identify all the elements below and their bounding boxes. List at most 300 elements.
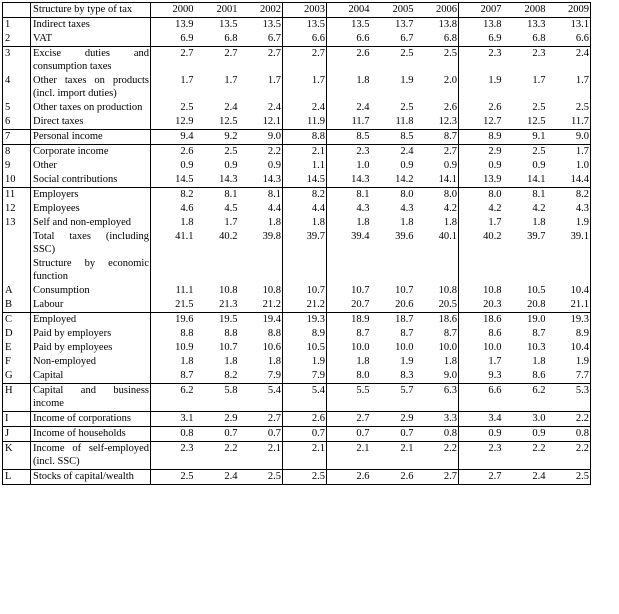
value-cell: 2.7 — [239, 412, 283, 427]
year-header-cell: 2007 — [459, 3, 503, 18]
value-cell: 18.6 — [459, 313, 503, 328]
value-cell: 2.4 — [371, 145, 415, 160]
value-cell: 41.1 — [151, 230, 195, 257]
row-number-cell: L — [3, 470, 31, 485]
value-cell: 8.8 — [151, 327, 195, 341]
value-cell: 6.7 — [267, 33, 281, 44]
value-cell: 39.1 — [570, 231, 589, 242]
value-cell: 8.9 — [575, 328, 589, 339]
value-cell: 6.2 — [151, 384, 195, 412]
row-label-cell: Corporate income — [31, 145, 151, 160]
value-cell: 8.2 — [224, 370, 238, 381]
value-cell: 2.6 — [327, 47, 371, 75]
value-cell: 2.7 — [415, 470, 459, 485]
value-cell: 14.1 — [438, 174, 457, 185]
value-cell: 2.5 — [503, 145, 547, 160]
value-cell: 6.6 — [327, 32, 371, 47]
value-cell: 19.4 — [239, 313, 283, 328]
table-row — [3, 257, 591, 284]
row-label-cell: Employed — [31, 313, 151, 328]
value-cell: 2.7 — [283, 47, 327, 75]
table-row — [3, 427, 591, 442]
row-number-cell: G — [5, 370, 13, 381]
row-number-cell: 7 — [3, 130, 31, 145]
table-row — [3, 202, 591, 216]
value-cell: 2.7 — [327, 412, 371, 427]
table-header-corner — [3, 3, 31, 18]
value-cell: 2.1 — [283, 442, 327, 470]
row-number-cell: 2 — [5, 33, 11, 44]
year-header-cell: 2008 — [503, 3, 547, 18]
value-cell: 2.4 — [327, 101, 371, 115]
row-label-cell: Capital and business income — [31, 384, 151, 412]
row-label-cell: Stocks of capital/wealth — [31, 470, 151, 485]
value-cell: 20.8 — [527, 299, 546, 310]
row-label-cell: VAT — [31, 32, 151, 47]
value-cell: 11.7 — [327, 115, 371, 130]
value-cell: 39.7 — [283, 230, 327, 257]
value-cell: 8.8 — [267, 328, 281, 339]
value-cell: 8.6 — [532, 370, 546, 381]
value-cell: 8.8 — [283, 130, 327, 145]
value-cell: 1.8 — [327, 74, 371, 101]
value-cell: 0.9 — [503, 427, 547, 442]
row-label-cell: Other — [31, 159, 151, 173]
value-cell: 2.6 — [459, 101, 503, 115]
row-label-cell: Structure by economic function — [31, 257, 151, 284]
row-label-cell: Labour — [31, 298, 151, 313]
value-cell: 0.8 — [415, 427, 459, 442]
row-number-cell: E — [5, 342, 12, 353]
table-body — [3, 18, 591, 485]
value-cell: 13.5 — [283, 18, 327, 33]
table-row — [3, 313, 591, 328]
value-cell: 20.5 — [438, 299, 457, 310]
value-cell: 5.5 — [327, 384, 371, 412]
value-cell: 13.3 — [527, 19, 546, 30]
value-cell: 6.3 — [415, 384, 459, 412]
table-row — [3, 74, 591, 101]
row-number-cell — [3, 230, 31, 257]
value-cell: 13.7 — [395, 19, 414, 30]
table-row — [3, 327, 591, 341]
value-cell: 2.7 — [239, 47, 283, 75]
value-cell: 2.2 — [239, 145, 283, 160]
value-cell: 10.4 — [570, 285, 589, 296]
row-number-cell: 1 — [5, 19, 11, 30]
row-label-cell: Income of self-employed (incl. SSC) — [31, 442, 151, 470]
value-cell: 13.9 — [151, 18, 195, 33]
value-cell: 19.3 — [283, 313, 327, 328]
value-cell: 0.7 — [327, 427, 371, 442]
row-label-cell: Direct taxes — [31, 115, 151, 130]
value-cell: 1.7 — [267, 75, 281, 86]
row-number-cell: F — [5, 356, 11, 367]
value-cell: 1.8 — [327, 216, 371, 230]
value-cell: 9.1 — [503, 130, 547, 145]
table-row — [3, 173, 591, 188]
value-cell: 2.5 — [415, 47, 459, 75]
value-cell: 1.8 — [532, 356, 546, 367]
value-cell: 8.7 — [415, 130, 459, 145]
value-cell: 0.7 — [371, 427, 415, 442]
value-cell: 1.9 — [400, 75, 414, 86]
table-row — [3, 284, 591, 298]
value-cell: 4.3 — [400, 203, 414, 214]
value-cell: 8.7 — [532, 328, 546, 339]
value-cell: 9.0 — [547, 130, 591, 145]
value-cell: 2.5 — [195, 145, 239, 160]
value-cell: 2.1 — [283, 145, 327, 160]
value-cell: 1.8 — [283, 216, 327, 230]
value-cell: 1.7 — [151, 74, 195, 101]
value-cell: 7.7 — [575, 370, 589, 381]
value-cell: 2.6 — [283, 412, 327, 427]
value-cell: 2.7 — [415, 145, 459, 160]
value-cell: 19.6 — [151, 313, 195, 328]
row-number-cell: 4 — [5, 75, 11, 86]
table-row — [3, 159, 591, 173]
value-cell: 11.9 — [283, 115, 327, 130]
value-cell: 8.0 — [371, 188, 415, 203]
value-cell — [371, 257, 415, 284]
value-cell: 10.0 — [327, 341, 371, 355]
table-row — [3, 18, 591, 33]
row-number-cell: 3 — [3, 47, 31, 75]
value-cell: 1.7 — [459, 355, 503, 369]
value-cell: 5.8 — [195, 384, 239, 412]
value-cell: 10.7 — [283, 284, 327, 298]
value-cell: 40.2 — [219, 231, 238, 242]
value-cell: 2.4 — [195, 470, 239, 485]
value-cell: 10.5 — [527, 285, 546, 296]
value-cell — [151, 257, 195, 284]
row-label-cell: Income of corporations — [31, 412, 151, 427]
value-cell: 13.1 — [570, 19, 589, 30]
year-header-cell: 2002 — [239, 3, 283, 18]
value-cell: 20.3 — [459, 298, 503, 313]
value-cell — [327, 257, 371, 284]
value-cell: 10.7 — [327, 284, 371, 298]
value-cell: 6.8 — [532, 33, 546, 44]
value-cell: 2.6 — [443, 102, 457, 113]
row-label-cell: Self and non-employed — [31, 216, 151, 230]
row-label-cell: Income of households — [31, 427, 151, 442]
value-cell: 1.0 — [575, 160, 589, 171]
value-cell: 10.8 — [459, 284, 503, 298]
value-cell: 8.7 — [443, 328, 457, 339]
value-cell: 2.6 — [151, 145, 195, 160]
value-cell: 21.5 — [151, 298, 195, 313]
value-cell: 8.9 — [283, 327, 327, 341]
value-cell: 8.6 — [459, 327, 503, 341]
row-label-cell: Indirect taxes — [31, 18, 151, 33]
row-number-cell: 8 — [3, 145, 31, 160]
value-cell: 6.6 — [283, 32, 327, 47]
value-cell: 18.6 — [415, 313, 459, 328]
value-cell: 0.8 — [547, 427, 591, 442]
value-cell: 8.7 — [327, 327, 371, 341]
year-header-cell: 2009 — [547, 3, 591, 18]
value-cell: 18.7 — [371, 313, 415, 328]
value-cell: 2.2 — [547, 412, 591, 427]
value-cell: 4.4 — [267, 203, 281, 214]
value-cell: 8.2 — [151, 188, 195, 203]
value-cell — [415, 257, 459, 284]
row-number-cell: H — [3, 384, 31, 412]
value-cell: 1.8 — [443, 356, 457, 367]
table-row — [3, 130, 591, 145]
value-cell: 6.8 — [443, 33, 457, 44]
value-cell — [239, 257, 283, 284]
value-cell: 9.0 — [239, 130, 283, 145]
row-label-cell: Social contributions — [31, 173, 151, 188]
value-cell: 12.1 — [262, 116, 281, 127]
value-cell: 1.7 — [459, 216, 503, 230]
value-cell: 9.3 — [459, 369, 503, 384]
value-cell: 3.3 — [415, 412, 459, 427]
value-cell: 3.0 — [503, 412, 547, 427]
row-label-cell: Employees — [31, 202, 151, 216]
value-cell: 2.5 — [400, 102, 414, 113]
value-cell: 10.6 — [262, 342, 281, 353]
row-label-cell: Paid by employers — [31, 327, 151, 341]
value-cell: 1.1 — [283, 159, 327, 173]
value-cell: 1.7 — [224, 75, 238, 86]
row-number-cell: K — [3, 442, 31, 470]
value-cell: 1.9 — [575, 356, 589, 367]
value-cell — [503, 257, 547, 284]
value-cell: 10.5 — [283, 341, 327, 355]
row-number-cell: 5 — [5, 102, 11, 113]
table-row — [3, 298, 591, 313]
value-cell: 14.1 — [527, 174, 546, 185]
value-cell: 5.3 — [547, 384, 591, 412]
value-cell: 2.2 — [503, 442, 547, 470]
table-row — [3, 412, 591, 427]
value-cell: 1.7 — [547, 145, 591, 160]
value-cell — [459, 257, 503, 284]
value-cell: 8.7 — [151, 369, 195, 384]
value-cell: 4.5 — [224, 203, 238, 214]
value-cell: 1.8 — [267, 217, 281, 228]
year-header-cell: 2004 — [327, 3, 371, 18]
value-cell: 4.3 — [575, 203, 589, 214]
row-number-cell: C — [3, 313, 31, 328]
value-cell: 2.7 — [151, 47, 195, 75]
row-number-cell: D — [5, 328, 13, 339]
value-cell: 0.9 — [443, 160, 457, 171]
value-cell: 1.7 — [575, 75, 589, 86]
value-cell: 2.9 — [195, 412, 239, 427]
value-cell: 12.5 — [219, 116, 238, 127]
value-cell: 1.8 — [532, 217, 546, 228]
value-cell: 2.6 — [371, 470, 415, 485]
table-row — [3, 145, 591, 160]
row-number-cell: 11 — [3, 188, 31, 203]
year-header-cell: 2001 — [195, 3, 239, 18]
table-row — [3, 216, 591, 230]
value-cell: 14.2 — [395, 174, 414, 185]
table-row — [3, 341, 591, 355]
value-cell: 1.0 — [327, 159, 371, 173]
value-cell: 8.9 — [459, 130, 503, 145]
value-cell: 8.3 — [400, 370, 414, 381]
value-cell: 2.0 — [443, 75, 457, 86]
value-cell: 0.7 — [195, 427, 239, 442]
value-cell: 10.7 — [219, 342, 238, 353]
value-cell: 12.9 — [151, 115, 195, 130]
value-cell: 2.9 — [371, 412, 415, 427]
value-cell: 13.5 — [327, 18, 371, 33]
value-cell: 0.9 — [459, 159, 503, 173]
value-cell: 1.7 — [532, 75, 546, 86]
value-cell: 1.9 — [283, 355, 327, 369]
value-cell: 0.9 — [400, 160, 414, 171]
value-cell: 6.7 — [400, 33, 414, 44]
value-cell: 2.4 — [503, 470, 547, 485]
row-label-cell: Other taxes on production — [31, 101, 151, 115]
value-cell: 10.9 — [151, 341, 195, 355]
value-cell: 1.9 — [400, 356, 414, 367]
row-number-cell: 13 — [5, 217, 16, 228]
value-cell: 14.3 — [219, 174, 238, 185]
row-label-cell: Excise duties and consumption taxes — [31, 47, 151, 75]
value-cell: 40.1 — [438, 231, 457, 242]
year-header-cell: 2003 — [283, 3, 327, 18]
row-number-cell — [3, 257, 31, 284]
value-cell: 1.9 — [459, 74, 503, 101]
value-cell: 20.6 — [395, 299, 414, 310]
value-cell: 4.2 — [532, 203, 546, 214]
value-cell: 0.7 — [239, 427, 283, 442]
value-cell: 13.8 — [459, 18, 503, 33]
value-cell: 40.2 — [459, 230, 503, 257]
value-cell: 0.9 — [267, 160, 281, 171]
value-cell: 8.1 — [327, 188, 371, 203]
value-cell: 21.3 — [219, 299, 238, 310]
value-cell: 10.8 — [262, 285, 281, 296]
value-cell: 5.4 — [283, 384, 327, 412]
value-cell: 1.8 — [151, 355, 195, 369]
value-cell: 8.2 — [283, 188, 327, 203]
value-cell: 5.4 — [239, 384, 283, 412]
value-cell: 2.5 — [547, 470, 591, 485]
table-row — [3, 32, 591, 47]
value-cell: 7.9 — [267, 370, 281, 381]
value-cell: 2.1 — [371, 442, 415, 470]
value-cell: 8.7 — [400, 328, 414, 339]
row-label-cell: Personal income — [31, 130, 151, 145]
value-cell: 10.0 — [438, 342, 457, 353]
value-cell: 0.9 — [151, 159, 195, 173]
row-number-cell: 10 — [5, 174, 16, 185]
table-row — [3, 230, 591, 257]
row-number-cell: I — [3, 412, 31, 427]
value-cell: 4.6 — [151, 202, 195, 216]
value-cell: 10.0 — [395, 342, 414, 353]
value-cell: 8.1 — [503, 188, 547, 203]
value-cell: 2.2 — [415, 442, 459, 470]
value-cell: 10.0 — [459, 341, 503, 355]
value-cell: 2.4 — [547, 47, 591, 75]
row-label-cell: Employers — [31, 188, 151, 203]
value-cell: 10.8 — [219, 285, 238, 296]
value-cell: 2.2 — [195, 442, 239, 470]
value-cell: 4.2 — [459, 202, 503, 216]
value-cell: 14.3 — [327, 173, 371, 188]
value-cell: 6.6 — [459, 384, 503, 412]
row-label-cell: Non-employed — [31, 355, 151, 369]
value-cell: 13.5 — [219, 19, 238, 30]
value-cell: 1.8 — [443, 217, 457, 228]
value-cell: 6.9 — [459, 32, 503, 47]
value-cell: 2.4 — [283, 101, 327, 115]
row-label-cell: Other taxes on products (incl. import duties) — [31, 74, 151, 101]
row-label-cell: Paid by employees — [31, 341, 151, 355]
value-cell: 12.3 — [438, 116, 457, 127]
table-header-row — [3, 3, 591, 18]
value-cell: 8.1 — [239, 188, 283, 203]
value-cell: 13.5 — [262, 19, 281, 30]
value-cell: 0.9 — [224, 160, 238, 171]
value-cell: 14.5 — [283, 173, 327, 188]
value-cell: 10.7 — [395, 285, 414, 296]
value-cell: 19.5 — [195, 313, 239, 328]
table-row — [3, 369, 591, 384]
value-cell: 8.2 — [547, 188, 591, 203]
value-cell: 8.5 — [327, 130, 371, 145]
table-header-label: Structure by type of tax — [31, 3, 151, 18]
value-cell: 1.8 — [267, 356, 281, 367]
value-cell: 2.7 — [195, 47, 239, 75]
value-cell: 1.8 — [400, 217, 414, 228]
value-cell: 6.2 — [503, 384, 547, 412]
value-cell: 2.3 — [327, 145, 371, 160]
value-cell: 10.4 — [570, 342, 589, 353]
value-cell: 13.9 — [459, 173, 503, 188]
value-cell: 2.5 — [151, 470, 195, 485]
value-cell: 2.1 — [327, 442, 371, 470]
table-row — [3, 115, 591, 130]
table-row — [3, 188, 591, 203]
value-cell: 2.3 — [503, 47, 547, 75]
value-cell: 21.2 — [262, 299, 281, 310]
value-cell: 4.3 — [327, 202, 371, 216]
row-label-cell: Consumption — [31, 284, 151, 298]
value-cell: 8.1 — [195, 188, 239, 203]
value-cell: 3.4 — [459, 412, 503, 427]
value-cell: 2.5 — [532, 102, 546, 113]
value-cell: 1.7 — [283, 74, 327, 101]
value-cell: 1.8 — [327, 355, 371, 369]
value-cell: 8.0 — [459, 188, 503, 203]
value-cell: 6.6 — [575, 33, 589, 44]
row-number-cell: 12 — [5, 203, 16, 214]
value-cell: 5.7 — [371, 384, 415, 412]
year-header-cell: 2000 — [151, 3, 195, 18]
value-cell: 2.5 — [239, 470, 283, 485]
year-header-cell: 2005 — [371, 3, 415, 18]
table-row — [3, 101, 591, 115]
tax-structure-table — [2, 2, 591, 485]
value-cell: 39.6 — [395, 231, 414, 242]
table-row — [3, 384, 591, 412]
value-cell: 4.2 — [443, 203, 457, 214]
table-row — [3, 47, 591, 75]
value-cell: 18.9 — [327, 313, 371, 328]
value-cell: 1.8 — [151, 216, 195, 230]
